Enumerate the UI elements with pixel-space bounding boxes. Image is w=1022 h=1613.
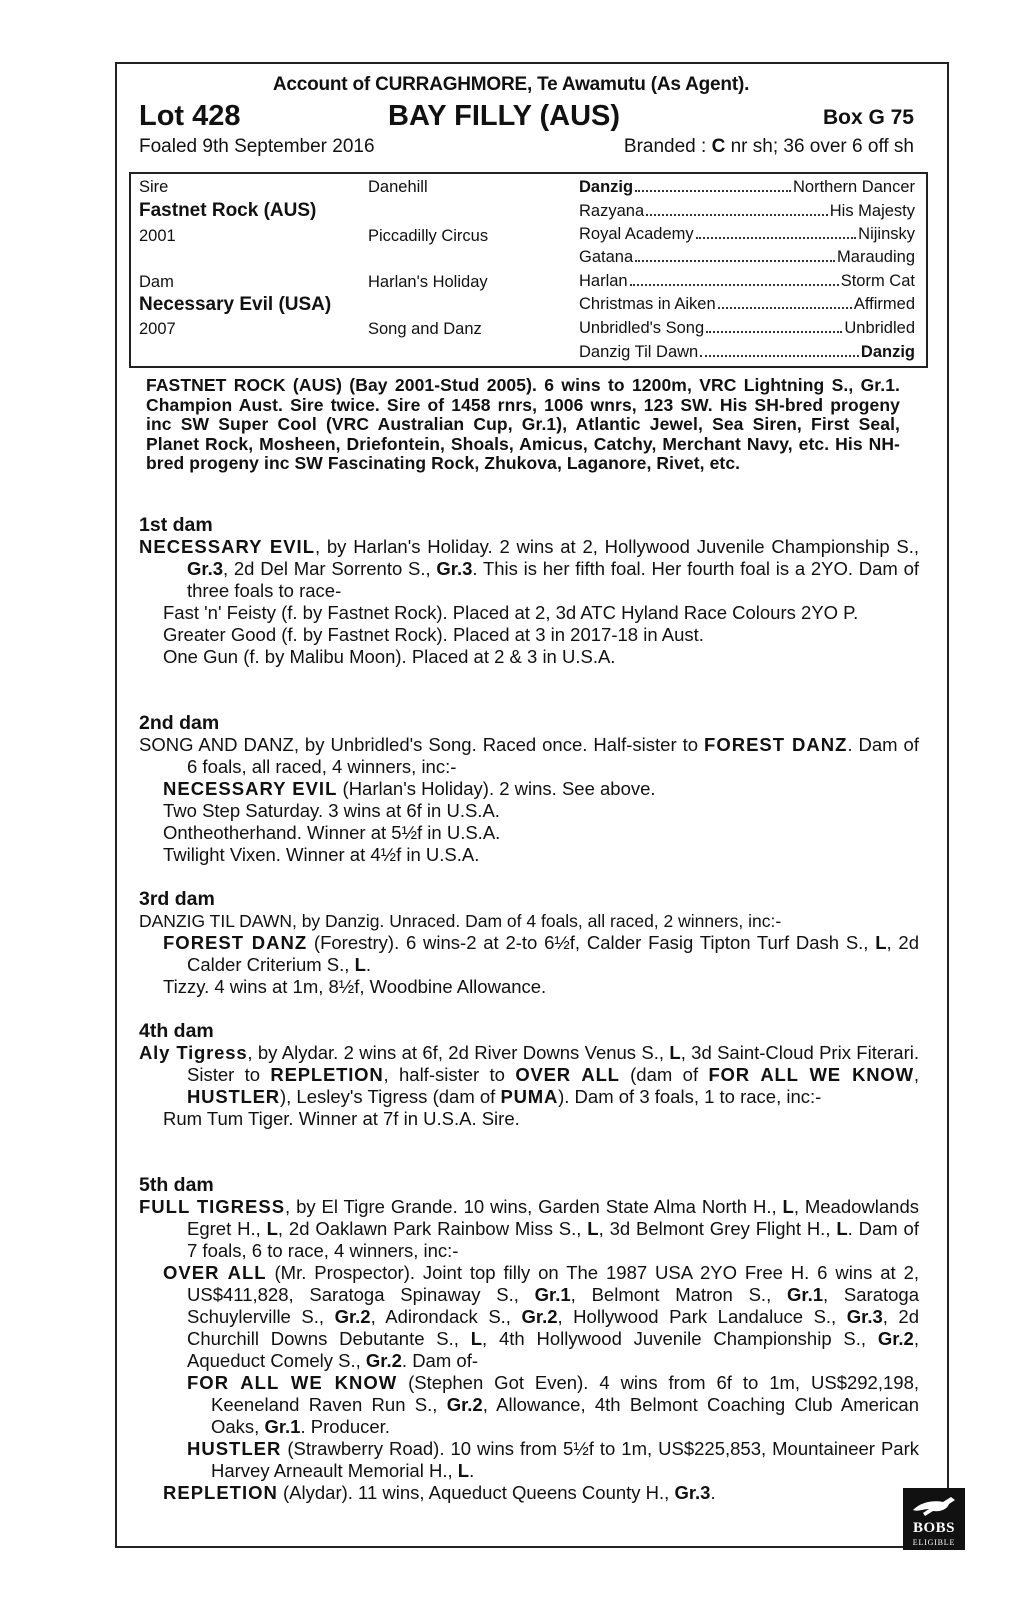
lot-number: Lot 428 [139,100,241,132]
ancestor-sire: Christmas in Aiken [579,295,716,313]
ancestor-grandsire: Unbridled [844,319,915,337]
dot-leader [700,343,859,357]
dam-paragraph: FULL TIGRESS, by El Tigre Grande. 10 wins, Garden State Alma North H., L, Meadowlands Egret H., L, 2d Oaklawn Park Rainbow Miss S., L, 3d Belmont Grey Flight H., L. Dam of 7 foals, 6 to race, 4 winners, inc:- [139,1196,919,1261]
ancestor-sire: Gatana [579,248,634,266]
pedigree-ancestor-row [579,178,915,197]
ancestor-sire: Danzig [579,178,634,196]
ancestor-grandsire: His Majesty [829,202,915,220]
dot-leader [630,272,839,286]
foal-entry: Greater Good (f. by Fastnet Rock). Placed at 3 in 2017-18 in Aust. [163,624,704,645]
foal-entry: REPLETION (Alydar). 11 wins, Aqueduct Queens County H., Gr.3. [163,1482,716,1503]
logo-sub: ELIGIBLE [912,1538,956,1547]
ancestor-grandsire: Affirmed [853,295,915,313]
section-heading: 1st dam [139,514,213,536]
foal-entry: Two Step Saturday. 3 wins at 6f in U.S.A. [163,800,500,821]
pedigree-ancestor-row [579,295,915,314]
ancestor-grandsire: Marauding [837,248,915,266]
foaled-date: Foaled 9th September 2016 [139,136,375,157]
sire-summary: FASTNET ROCK (AUS) (Bay 2001-Stud 2005). 6 wins to 1200m, VRC Lightning S., Gr.1. Champion Aust. Sire twice. Sire of 1458 rnrs, 1006 wnrs, 123 SW. His SH-bred progeny inc SW Super Cool (VRC Australian Cup, Gr.1), Atlantic Jewel, Sea Siren, First Seal, Planet Rock, Mosheen, Driefontein, Shoals, Amicus, Catchy, Merchant Navy, etc. His NH-bred progeny inc SW Fascinating Rock, Zhukova, Laganore, Rivet, etc. [146,375,900,473]
section-heading: 2nd dam [139,712,220,734]
ancestor-grandsire: Danzig [860,343,915,361]
dam-label: Dam [139,273,174,291]
vendor-account: Account of CURRAGHMORE, Te Awamutu (As Agent). [272,74,750,95]
ancestor-grandsire: Northern Dancer [793,178,915,196]
ancestor-sire: Harlan [579,272,628,290]
pedigree-ancestor-row [579,319,915,338]
fifth-dam-section [139,1174,919,1504]
horse-description: BAY FILLY (AUS) [388,100,621,132]
dam-year: 2007 [139,320,176,338]
logo-name: BOBS [912,1520,956,1536]
dam-paragraph: SONG AND DANZ, by Unbridled's Song. Raced once. Half-sister to FOREST DANZ. Dam of 6 foals, all raced, 4 winners, inc:- [139,734,919,777]
section-heading: 5th dam [139,1174,214,1196]
dam-paragraph: DANZIG TIL DAWN, by Danzig. Unraced. Dam of 4 foals, all raced, 2 winners, inc:- [139,911,782,931]
foal-entry: Tizzy. 4 wins at 1m, 8½f, Woodbine Allowance. [163,976,547,997]
pedigree-ancestor-row [579,343,915,362]
fourth-dam-section [139,1020,919,1130]
foal-entry: Fast 'n' Feisty (f. by Fastnet Rock). Placed at 2, 3d ATC Hyland Race Colours 2YO P. [163,602,859,623]
ancestor-grandsire: Nijinsky [858,225,915,243]
dot-leader [718,295,852,309]
dot-leader [635,178,791,192]
foal-entry: One Gun (f. by Malibu Moon). Placed at 2 & 3 in U.S.A. [163,646,616,667]
sire-name: Fastnet Rock (AUS) [139,200,317,221]
bobs-eligible-logo [903,1488,965,1550]
section-heading: 4th dam [139,1020,214,1042]
grand-foal-entry: FOR ALL WE KNOW (Stephen Got Even). 4 wins from 6f to 1m, US$292,198, Keeneland Raven Run S., Gr.2, Allowance, 4th Belmont Coaching Club American Oaks, Gr.1. Producer. [187,1372,919,1437]
sire-year: 2001 [139,227,176,245]
box-number: Box G 75 [822,106,914,129]
brand-mark: C [711,136,726,157]
dam-paragraph: Aly Tigress, by Alydar. 2 wins at 6f, 2d River Downs Venus S., L, 3d Saint-Cloud Prix Fiterari. Sister to REPLETION, half-sister to OVER ALL (dam of FOR ALL WE KNOW, HUSTLER), Lesley's Tigress (dam of PUMA). Dam of 3 foals, 1 to race, inc:- [139,1042,919,1107]
foal-entry: FOREST DANZ (Forestry). 6 wins-2 at 2-to 6½f, Calder Fasig Tipton Turf Dash S., L, 2d Calder Criterium S., L. [163,932,919,975]
dot-leader [635,248,835,262]
second-dam-section [139,712,919,866]
pedigree-ancestor-row [579,248,915,267]
ancestor-sire: Danzig Til Dawn [579,343,699,361]
dam-name: Necessary Evil (USA) [139,294,332,315]
dot-leader [696,225,857,239]
pedigree-ancestor-row [579,202,915,221]
ancestor-sire: Unbridled's Song [579,319,705,337]
foal-entry: Ontheotherhand. Winner at 5½f in U.S.A. [163,822,501,843]
foal-entry: Twilight Vixen. Winner at 4½f in U.S.A. [163,844,480,865]
ancestor-grandsire: Storm Cat [840,272,915,290]
foal-entry: Rum Tum Tiger. Winner at 7f in U.S.A. Sire. [163,1108,520,1129]
pedigree-ancestor-row [579,272,915,291]
grand-foal-entry: HUSTLER (Strawberry Road). 10 wins from 5½f to 1m, US$225,853, Mountaineer Park Harvey Arneault Memorial H., L. [187,1438,919,1481]
dot-leader [646,202,828,216]
sire-label: Sire [139,178,169,196]
first-dam-section [139,514,919,668]
third-dam-section [139,888,919,998]
dam-sire: Harlan's Holiday [368,273,488,291]
dam-paragraph: NECESSARY EVIL, by Harlan's Holiday. 2 wins at 2, Hollywood Juvenile Championship S., Gr.3, 2d Del Mar Sorrento S., Gr.3. This is her fifth foal. Her fourth foal is a 2YO. Dam of three foals to race- [139,536,919,601]
ancestor-sire: Razyana [579,202,645,220]
foal-entry: OVER ALL (Mr. Prospector). Joint top filly on The 1987 USA 2YO Free H. 6 wins at 2, US$411,828, Saratoga Spinaway S., Gr.1, Belmont Matron S., Gr.1, Saratoga Schuylerville S., Gr.2, Adirondack S., Gr.2, Hollywood Park Landaluce S., Gr.3, 2d Churchill Downs Debutante S., L, 4th Hollywood Juvenile Championship S., Gr.2, Aqueduct Comely S., Gr.2. Dam of- [163,1262,920,1371]
ancestor-sire: Royal Academy [579,225,694,243]
dam-dam: Song and Danz [368,320,482,338]
dot-leader [706,319,842,333]
foal-entry: NECESSARY EVIL (Harlan's Holiday). 2 wins. See above. [163,778,656,799]
brand-info: Branded : C nr sh; 36 over 6 off sh [623,136,914,157]
racehorse-icon [903,1488,965,1522]
sire-dam: Piccadilly Circus [368,227,489,245]
sire-sire: Danehill [368,178,428,196]
pedigree-table [129,172,928,368]
section-heading: 3rd dam [139,888,215,910]
pedigree-ancestor-row [579,225,915,244]
